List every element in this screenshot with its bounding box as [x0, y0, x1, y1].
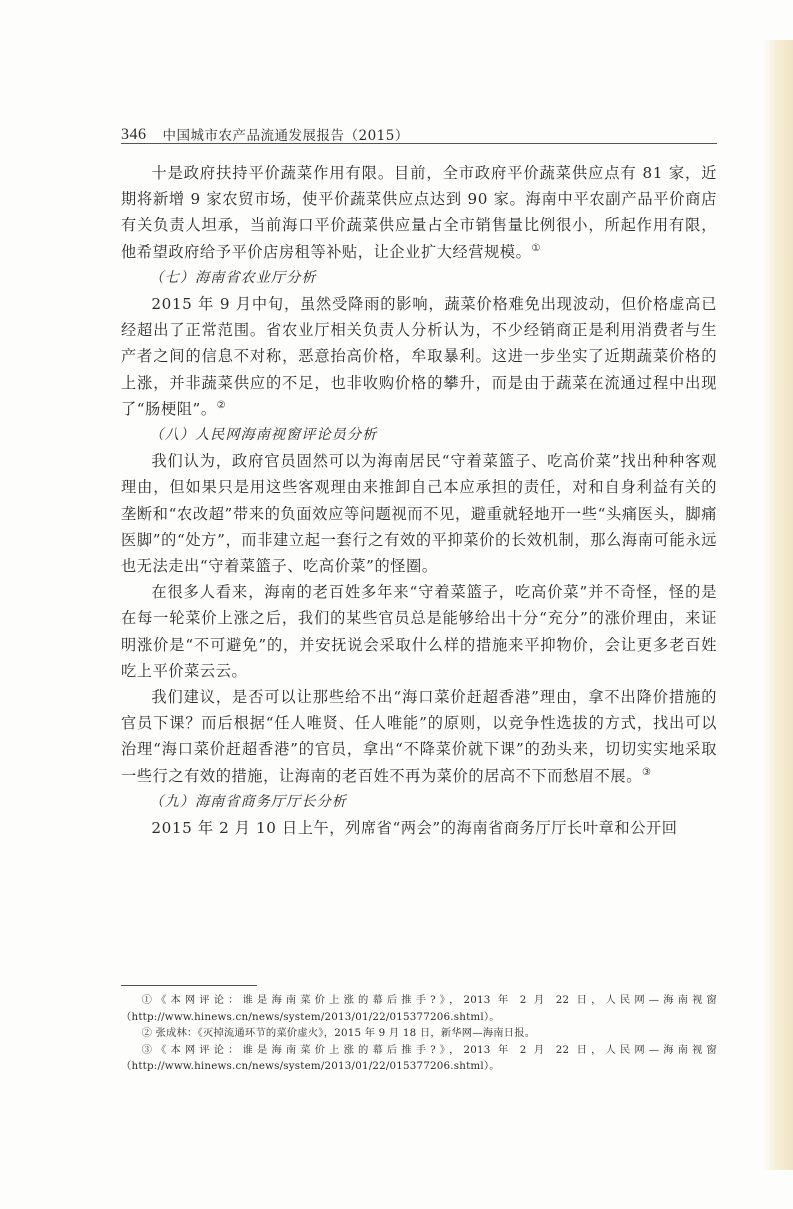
footnote-ref: ③	[642, 766, 652, 778]
footnote-ref: ②	[216, 399, 227, 411]
page-number: 346	[121, 126, 147, 143]
footnote: ①《本网评论：谁是海南菜价上涨的幕后推手?》，2013 年 2 月 22 日，人民网—海南视窗（http://www.hinews.cn/news/system/2013/01/22/015377206.shtml）。	[121, 994, 717, 1023]
footnote: ③《本网评论：谁是海南菜价上涨的幕后推手?》，2013 年 2 月 22 日，人民网—海南视窗（http://www.hinews.cn/news/system/2013/01/22/015377206.shtml）。	[121, 1043, 717, 1072]
footnote-rule	[121, 985, 257, 986]
main-text	[121, 160, 717, 841]
page-edge-shadow	[763, 40, 793, 1170]
paragraph: 十是政府扶持平价蔬菜作用有限。目前，全市政府平价蔬菜供应点有 81 家，近期将新增 9 家农贸市场，使平价蔬菜供应点达到 90 家。海南中平农副产品平价商店有关负责人坦承，当前海口平价蔬菜供应量占全市销售量比例很小，所起作用有限，他希望政府给予平价店房租等补贴，让企业扩大经营规模。①	[121, 164, 717, 261]
paragraph: 我们认为，政府官员固然可以为海南居民“守着菜篮子、吃高价菜”找出种种客观理由，但如果只是用这些客观理由来推卸自己本应承担的责任，对和自身利益有关的垄断和“农改超”带来的负面效应等问题视而不见，避重就轻地开一些“头痛医头，脚痛医脚”的“处方”，而非建立起一套行之有效的平抑菜价的长效机制，那么海南可能永远也无法走出“守着菜篮子、吃高价菜”的怪圈。	[121, 452, 717, 576]
running-header	[121, 118, 716, 144]
section-heading: （七）海南省农业厅分析	[149, 269, 317, 286]
section-heading: （八）人民网海南视窗评论员分析	[149, 427, 378, 444]
book-title: 中国城市农产品流通发展报告（2015）	[162, 128, 409, 144]
footnote: ② 张成林：《灭掉流通环节的菜价虚火》，2015 年 9 月 18 日，新华网—海南日报。	[141, 1027, 536, 1039]
paragraph: 我们建议，是否可以让那些给不出“海口菜价赶超香港”理由，拿不出降价措施的官员下课？而后根据“任人唯贤、任人唯能”的原则，以竞争性选拔的方式，找出可以治理“海口菜价赶超香港”的官员，拿出“不降菜价就下课”的劲头来，切切实实地采取一些行之有效的措施，让海南的老百姓不再为菜价的居高不下而愁眉不展。③	[121, 688, 717, 785]
header-rule	[121, 143, 717, 144]
paragraph: 2015 年 2 月 10 日上午，列席省“两会”的海南省商务厅厅长叶章和公开回	[151, 819, 678, 838]
paragraph: 在很多人看来，海南的老百姓多年来“守着菜篮子，吃高价菜”并不奇怪，怪的是在每一轮菜价上涨之后，我们的某些官员总是能够给出十分“充分”的涨价理由，来证明涨价是“不可避免”的，并安抚说会采取什么样的措施来平抑物价，会让更多老百姓吃上平价菜云云。	[121, 583, 717, 680]
paragraph: 2015 年 9 月中旬，虽然受降雨的影响，蔬菜价格难免出现波动，但价格虚高已经超出了正常范围。省农业厅相关负责人分析认为，不少经销商正是利用消费者与生产者之间的信息不对称，恶意抬高价格，牟取暴利。这进一步坐实了近期蔬菜价格的上涨，并非蔬菜供应的不足，也非收购价格的攀升，而是由于蔬菜在流通过程中出现了“肠梗阻”。②	[121, 295, 717, 418]
footnotes	[121, 992, 717, 1075]
footnote-ref: ①	[531, 242, 542, 254]
section-heading: （九）海南省商务厅厅长分析	[149, 793, 347, 810]
